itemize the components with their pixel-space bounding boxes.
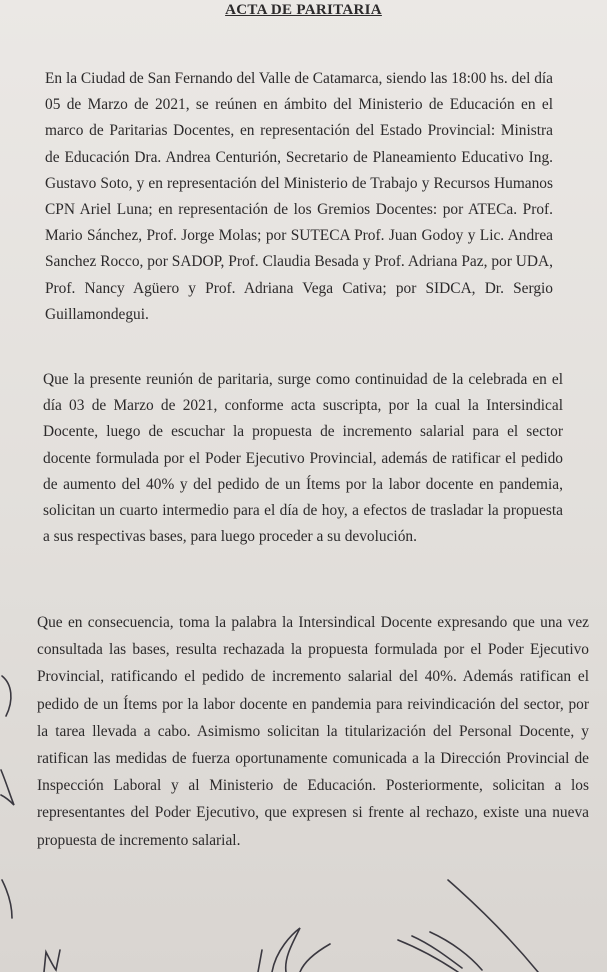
signature-right: [398, 932, 482, 972]
paragraph-rejection: Que en consecuencia, toma la palabra la Intersindical Docente expresando que una vez consultada las bases, resulta rechazada la propuesta formulada por el Poder Ejecutivo Provincial, ratificando el pedido de incremento salarial del 40%. Además ratifican el pedido de un Ítems por la labor docente en pandemia para reivindicación del sector, por la tarea llevada a cabo. Asimismo solicitan la titularización del Personal Docente, y ratifican las medidas de fuerza oportunamente comunicada a la Dirección Provincial de Inspección Laboral y al Ministerio de Educación. Posteriormente, solicitan a los representantes del Poder Ejecutivo, que expresen si frente al rechazo, existe una nueva propuesta de incremento salarial.: [37, 614, 589, 849]
document-title: ACTA DE PARITARIA: [225, 2, 382, 18]
signature-diagonal: [448, 880, 538, 972]
signature-left: [44, 950, 60, 972]
paragraph-continuity: Que la presente reunión de paritaria, surge como continuidad de la celebrada en el día 03 de Marzo de 2021, conforme acta suscripta, por la cual la Intersindical Docente, luego de escuchar la propuesta de incremento salarial para el sector docente formulada por el Poder Ejecutivo Provincial, además de ratificar el pedido de aumento del 40% y del pedido de un Ítems por la labor docente en pandemia, solicitan un cuarto intermedio para el día de hoy, a efectos de trasladar la propuesta a sus respectivas bases, para luego proceder a su devolución.: [43, 371, 563, 546]
left-margin-bracket-mark: [2, 676, 11, 716]
signature-center: [258, 928, 330, 972]
left-margin-check-mark: [1, 770, 14, 805]
left-margin-stroke-mark: [2, 880, 12, 918]
paragraph-opening: En la Ciudad de San Fernando del Valle de Catamarca, siendo las 18:00 hs. del día 05 de Marzo de 2021, se reúnen en ámbito del Ministerio de Educación en el marco de Paritarias Docentes, en representación del Estado Provincial: Ministra de Educación Dra. Andrea Centurión, Secretario de Planeamiento Educativo Ing. Gustavo Soto, y en representación del Ministerio de Trabajo y Recursos Humanos CPN Ariel Luna; en representación de los Gremios Docentes: por ATECa. Prof. Mario Sánchez, Prof. Jorge Molas; por SUTECA Prof. Juan Godoy y Lic. Andrea Sanchez Rocco, por SADOP, Prof. Claudia Besada y Prof. Adriana Paz, por UDA, Prof. Nancy Agüero y Prof. Adriana Vega Cativa; por SIDCA, Dr. Sergio Guillamondegui.: [45, 70, 553, 323]
